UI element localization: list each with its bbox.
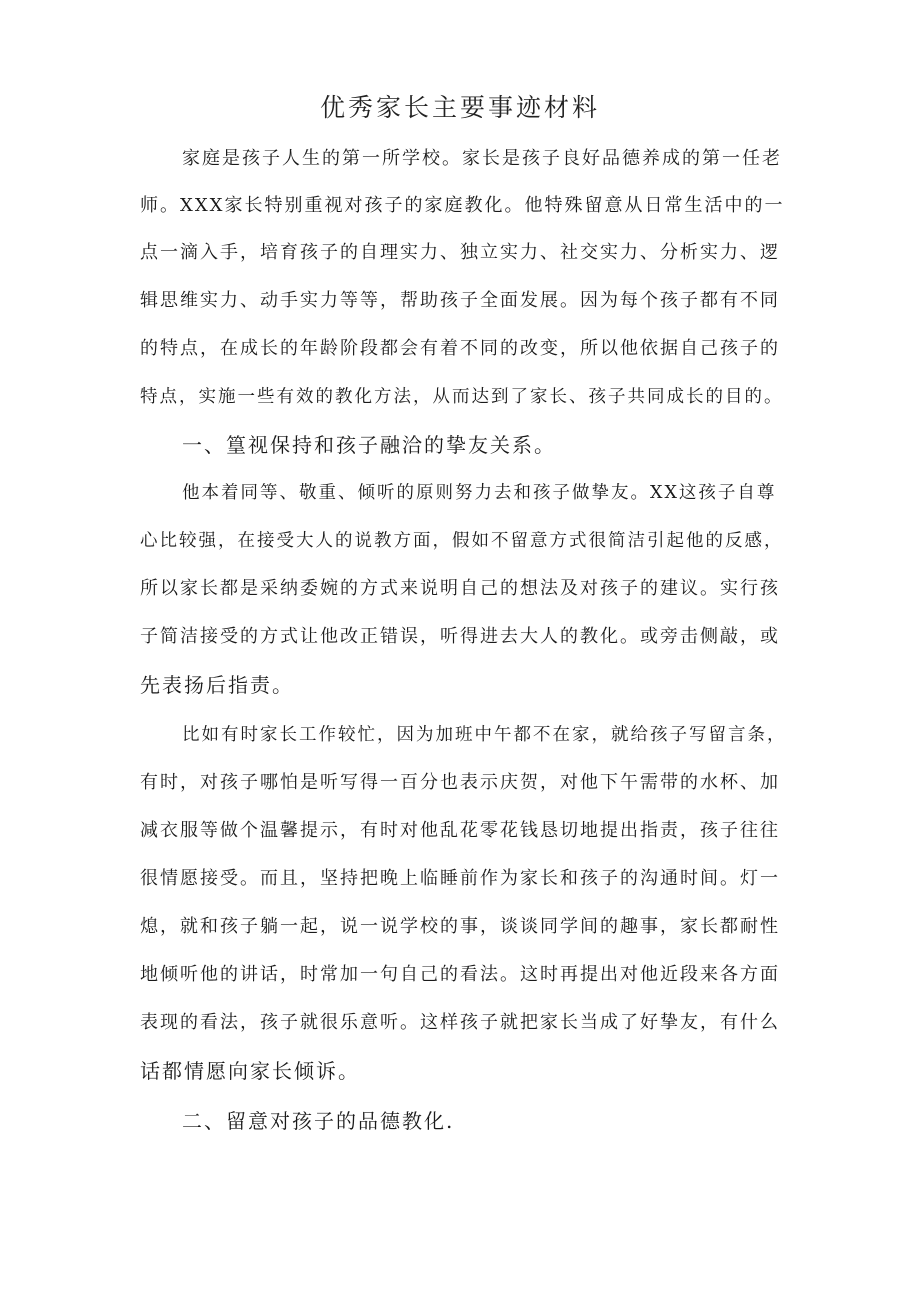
document-title: 优秀家长主要事迹材料 — [319, 93, 600, 122]
paragraph-1-line-6: 特点，实施一些有效的教化方法，从而达到了家长、孩子共同成长的目的。 — [140, 387, 784, 407]
paragraph-3-line-5: 熄，就和孩子躺一起，说一说学校的事，谈谈同学间的趣事，家长都耐性 — [140, 916, 780, 937]
paragraph-2-line-1: 他本着同等、敬重、倾听的原则努力去和孩子做挚友。XX这孩子自尊 — [182, 483, 777, 503]
paragraph-3-line-8: 话都情愿向家长倾诉。 — [140, 1059, 360, 1083]
paragraph-1-line-2: 师。XXX家长特别重视对孩子的家庭教化。他特殊留意从日常生活中的一 — [140, 195, 785, 216]
paragraph-3-line-2: 有时，对孩子哪怕是听写得一百分也表示庆贺，对他下午需带的水杯、加 — [140, 772, 780, 793]
section-heading-1: 一、篁视保持和孩子融洽的挚友关系。 — [182, 433, 556, 457]
paragraph-2-line-2: 心比较强，在接受大人的说教方面，假如不留意方式很简洁引起他的反感， — [140, 531, 784, 551]
paragraph-1-line-3: 点一滴入手，培育孩子的自理实力、独立实力、社交实力、分析实力、逻 — [140, 242, 780, 263]
paragraph-2-line-3: 所以家长都是采纳委婉的方式来说明自己的想法及对孩子的建议。实行孩 — [140, 578, 780, 599]
paragraph-3-line-7: 表现的看法，孩子就很乐意听。这样孩子就把家长当成了好挚友，有什么 — [140, 1012, 780, 1033]
paragraph-1-line-1: 家庭是孩子人生的第一所学校。家长是孩子良好品德养成的第一任老 — [182, 148, 782, 169]
paragraph-3-line-6: 地倾听他的讲话，时常加一句自己的看法。这时再提出对他近段来各方面 — [140, 964, 780, 985]
paragraph-3-line-1: 比如有时家长工作较忙，因为加班中午都不在家，就给孩子写留言条， — [182, 725, 787, 745]
paragraph-2-line-5: 先表扬后指责。 — [140, 673, 294, 697]
paragraph-2-line-4: 子简洁接受的方式让他改正错误，听得进去大人的教化。或旁击侧敲，或 — [140, 626, 780, 647]
section-heading-2: 二、留意对孩子的品德教化. — [182, 1109, 455, 1133]
paragraph-3-line-3: 减衣服等做个温馨提示，有时对他乱花零花钱恳切地提出指责，孩子往往 — [140, 820, 780, 841]
paragraph-1-line-4: 辑思维实力、动手实力等等，帮助孩子全面发展。因为每个孩子都有不同 — [140, 290, 780, 311]
paragraph-1-line-5: 的特点，在成长的年龄阶段都会有着不同的改变，所以他依据自己孩子的 — [140, 338, 780, 359]
paragraph-3-line-4: 很情愿接受。而且，坚持把晚上临睡前作为家长和孩子的沟通时间。灯一 — [140, 868, 780, 889]
